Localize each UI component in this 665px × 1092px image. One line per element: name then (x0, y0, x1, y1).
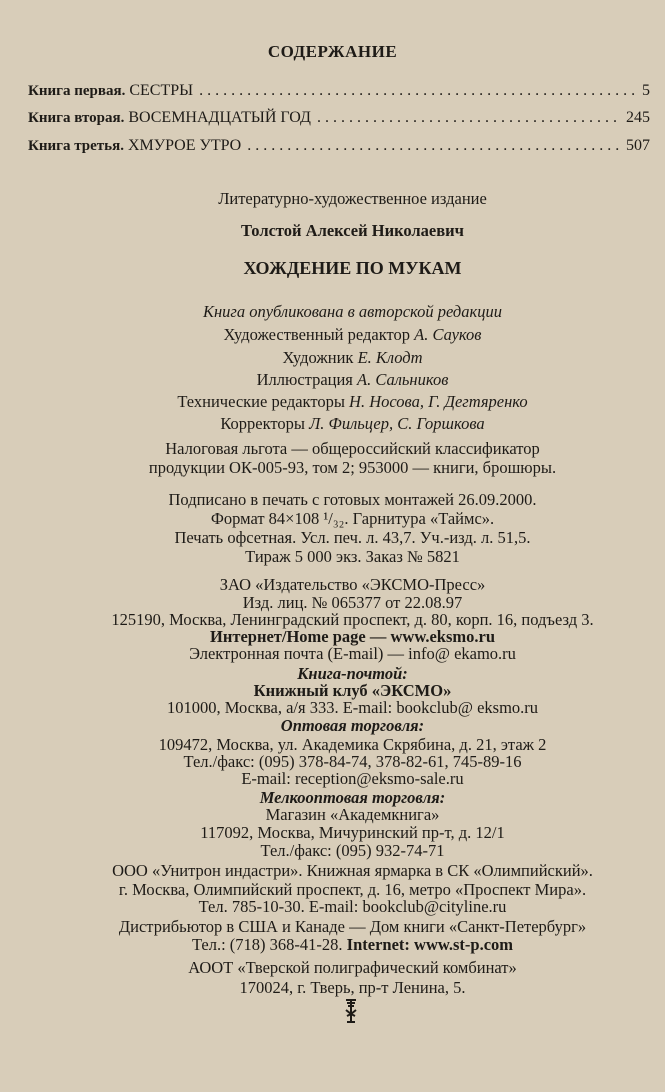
toc-title: ВОСЕМНАДЦАТЫЙ ГОД (124, 109, 311, 126)
imprint-line (40, 805, 665, 825)
imprint-text: 117092, Москва, Мичуринский пр-т, д. 12/1 (200, 823, 505, 842)
imprint-text: Иллюстрация (256, 370, 358, 389)
toc-book-label: Книга третья. (28, 138, 124, 154)
imprint-line (40, 575, 665, 595)
imprint-text: ЗАО «Издательство «ЭКСМО-Пресс» (219, 575, 486, 594)
imprint-line (40, 414, 665, 434)
imprint-text: Книжный клуб «ЭКСМО» (253, 681, 452, 700)
imprint-line (40, 716, 665, 736)
imprint-line (40, 897, 665, 917)
imprint-text: Налоговая льгота — общероссийский классификатор (165, 439, 540, 458)
imprint-line (40, 348, 665, 368)
imprint-line (40, 490, 665, 510)
imprint-line (40, 509, 665, 529)
imprint-line (40, 302, 665, 322)
imprint-text: Л. Фильцер, С. Горшкова (309, 414, 485, 433)
toc-title: ХМУРОЕ УТРО (123, 137, 242, 154)
imprint-text: Тел. 785-10-30. E-mail: bookclub@cityline.ru (198, 897, 507, 916)
imprint-line (40, 935, 665, 955)
imprint-text: Художник (282, 348, 358, 367)
imprint-line (40, 861, 665, 881)
imprint-text: Мелкооптовая торговля: (259, 788, 446, 807)
imprint-text: Формат 84×108 ¹/₃₂. Гарнитура «Таймс». (210, 509, 495, 528)
imprint-line (40, 392, 665, 412)
imprint-line (40, 439, 665, 459)
imprint-text: E-mail: reception@eksmo-sale.ru (241, 769, 464, 788)
imprint-line (40, 221, 665, 241)
imprint-text: Толстой Алексей Николаевич (241, 221, 464, 240)
publisher-logo-icon (340, 998, 362, 1024)
imprint-text: А. Сальников (357, 370, 449, 389)
imprint-text: Литературно-художественное издание (218, 189, 487, 208)
imprint-text: ООО «Унитрон индастри». Книжная ярмарка в СК «Олимпийский». (112, 861, 593, 880)
imprint-text: Художественный редактор (223, 325, 415, 344)
imprint-line (40, 189, 665, 209)
toc-leader-dots (199, 82, 636, 100)
imprint-text: Тел.: (718) 368-41-28. (191, 935, 347, 954)
imprint-text: Магазин «Академкнига» (265, 805, 440, 824)
toc-page: 245 (626, 109, 650, 126)
imprint-line (40, 769, 665, 789)
imprint-line (40, 841, 665, 861)
imprint-text: 101000, Москва, а/я 333. E-mail: bookclub@ eksmo.ru (166, 698, 539, 717)
toc-book-label: Книга первая. (28, 83, 126, 99)
imprint-line (40, 528, 665, 548)
toc-leader-dots (317, 109, 620, 127)
imprint-text: Internet: www.st-p.com (346, 935, 514, 954)
imprint-text: Тел./факс: (095) 932-74-71 (260, 841, 445, 860)
imprint-text: Тираж 5 000 экз. Заказ № 5821 (245, 547, 460, 566)
imprint-line (40, 370, 665, 390)
imprint-line (40, 325, 665, 345)
imprint-line (40, 978, 665, 998)
imprint-line (40, 698, 665, 718)
imprint-text: АООТ «Тверской полиграфический комбинат» (188, 958, 517, 977)
imprint-line (40, 823, 665, 843)
imprint-text: 170024, г. Тверь, пр-т Ленина, 5. (239, 978, 466, 997)
imprint-text: Печать офсетная. Усл. печ. л. 43,7. Уч.-изд. л. 51,5. (174, 528, 531, 547)
imprint-line (40, 258, 665, 278)
toc-page: 507 (626, 137, 650, 154)
imprint-text: Технические редакторы (177, 392, 350, 411)
imprint-line (40, 547, 665, 567)
imprint-text: Подписано в печать с готовых монтажей 26.09.2000. (168, 490, 537, 509)
imprint-line (40, 458, 665, 478)
imprint-line (40, 644, 665, 664)
imprint-text: Дистрибьютор в США и Канаде — Дом книги «Санкт-Петербург» (118, 917, 587, 936)
imprint-text: Н. Носова, Г. Дегтяренко (349, 392, 528, 411)
imprint-text: продукции ОК-005-93, том 2; 953000 — книги, брошюры. (148, 458, 557, 477)
toc-title: СЕСТРЫ (125, 82, 194, 99)
imprint-text: 125190, Москва, Ленинградский проспект, д. 80, корп. 16, подъезд 3. (111, 610, 594, 629)
imprint-text: Корректоры (220, 414, 310, 433)
imprint-text: А. Сауков (414, 325, 482, 344)
imprint-line (40, 917, 665, 937)
toc-leader-dots (247, 137, 620, 155)
toc-entry[interactable] (28, 109, 650, 131)
imprint-text: Книга опубликована в авторской редакции (203, 302, 502, 321)
imprint-text: г. Москва, Олимпийский проспект, д. 16, метро «Проспект Мира». (118, 880, 587, 899)
toc-entry[interactable] (28, 82, 650, 104)
toc-book-label: Книга вторая. (28, 110, 125, 126)
imprint-text: Электронная почта (E-mail) — info@ ekamo.ru (189, 644, 516, 663)
imprint-text: Изд. лиц. № 065377 от 22.08.97 (242, 593, 463, 612)
imprint-text: ХОЖДЕНИЕ ПО МУКАМ (243, 258, 462, 278)
toc-page: 5 (642, 82, 650, 99)
contents-title: СОДЕРЖАНИЕ (267, 42, 398, 61)
imprint-text: Книга-почтой: (297, 664, 408, 683)
imprint-text: Тел./факс: (095) 378-84-74, 378-82-61, 745-89-16 (183, 752, 522, 771)
imprint-text: Оптовая торговля: (280, 716, 425, 735)
imprint-text: Е. Клодт (357, 348, 423, 367)
imprint-text: 109472, Москва, ул. Академика Скрябина, д. 21, этаж 2 (158, 735, 547, 754)
imprint-text: Интернет/Home page — www.eksmo.ru (210, 627, 495, 646)
toc-entry[interactable] (28, 137, 650, 159)
imprint-line (40, 958, 665, 978)
